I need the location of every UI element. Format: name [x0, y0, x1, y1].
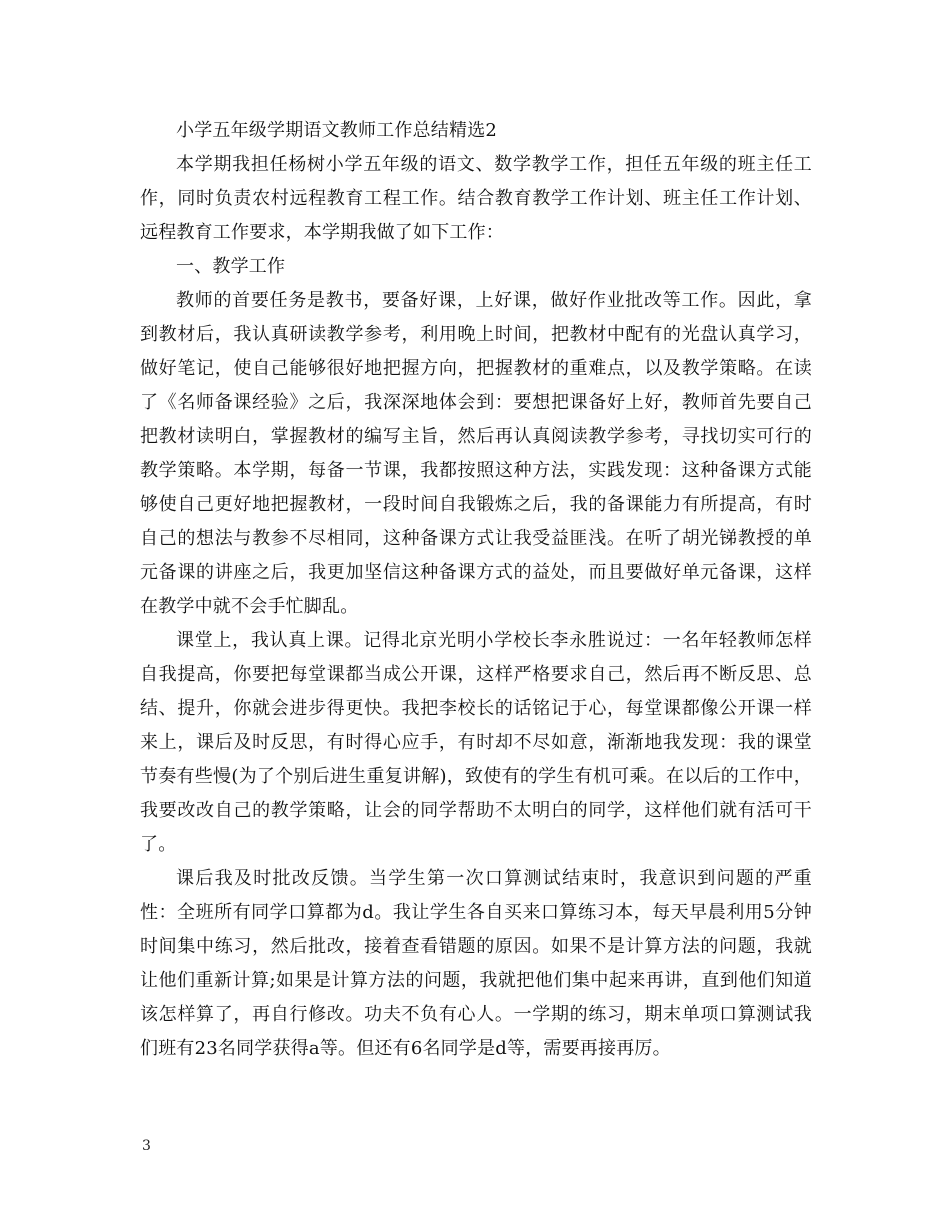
paragraph-homework-feedback: 课后我及时批改反馈。当学生第一次口算测试结束时，我意识到问题的严重性：全班所有同学口算都为d。我让学生各自买来口算练习本，每天早晨利用5分钟时间集中练习，然后批改，接着查看错题的原因。如果不是计算方法的问题，我就让他们重新计算;如果是计算方法的问题，我就把他们集中起来再讲，直到他们知道该怎样算了，再自行修改。功夫不负有心人。一学期的练习，期末单项口算测试我们班有23名同学获得a等。但还有6名同学是d等，需要再接再厉。 — [140, 868, 812, 1059]
paragraph-intro: 本学期我担任杨树小学五年级的语文、数学教学工作，担任五年级的班主任工作，同时负责农村远程教育工程工作。结合教育教学工作计划、班主任工作计划、远程教育工作要求，本学期我做了如下工作： — [140, 154, 812, 243]
page-number: 3 — [142, 1138, 151, 1154]
paragraph-lesson-preparation: 教师的首要任务是教书，要备好课，上好课，做好作业批改等工作。因此，拿到教材后，我认真研读教学参考，利用晚上时间，把教材中配有的光盘认真学习，做好笔记，使自己能够很好地把握方向，把握教材的重难点，以及教学策略。在读了《名师备课经验》之后，我深深地体会到：要想把课备好上好，教师首先要自己把教材读明白，掌握教材的编写主旨，然后再认真阅读教学参考，寻找切实可行的教学策略。本学期，每备一节课，我都按照这种方法，实践发现：这种备课方式能够使自己更好地把握教材，一段时间自我锻炼之后，我的备课能力有所提高，有时自己的想法与教参不尽相同，这种备课方式让我受益匪浅。在听了胡光锑教授的单元备课的讲座之后，我更加坚信这种备课方式的益处，而且要做好单元备课，这样在教学中就不会手忙脚乱。 — [140, 290, 812, 617]
section-heading-teaching: 一、教学工作 — [176, 256, 286, 277]
document-body — [140, 114, 812, 1066]
document-title: 小学五年级学期语文教师工作总结精选2 — [176, 120, 498, 141]
paragraph-classroom-teaching: 课堂上，我认真上课。记得北京光明小学校长李永胜说过：一名年轻教师怎样自我提高，你要把每堂课都当成公开课，这样严格要求自己，然后再不断反思、总结、提升，你就会进步得更快。我把李校长的话铭记于心，每堂课都像公开课一样来上，课后及时反思，有时得心应手，有时却不尽如意，渐渐地我发现：我的课堂节奏有些慢(为了个别后进生重复讲解)，致使有的学生有机可乘。在以后的工作中，我要改改自己的教学策略，让会的同学帮助不太明白的同学，这样他们就有活可干了。 — [140, 630, 812, 855]
